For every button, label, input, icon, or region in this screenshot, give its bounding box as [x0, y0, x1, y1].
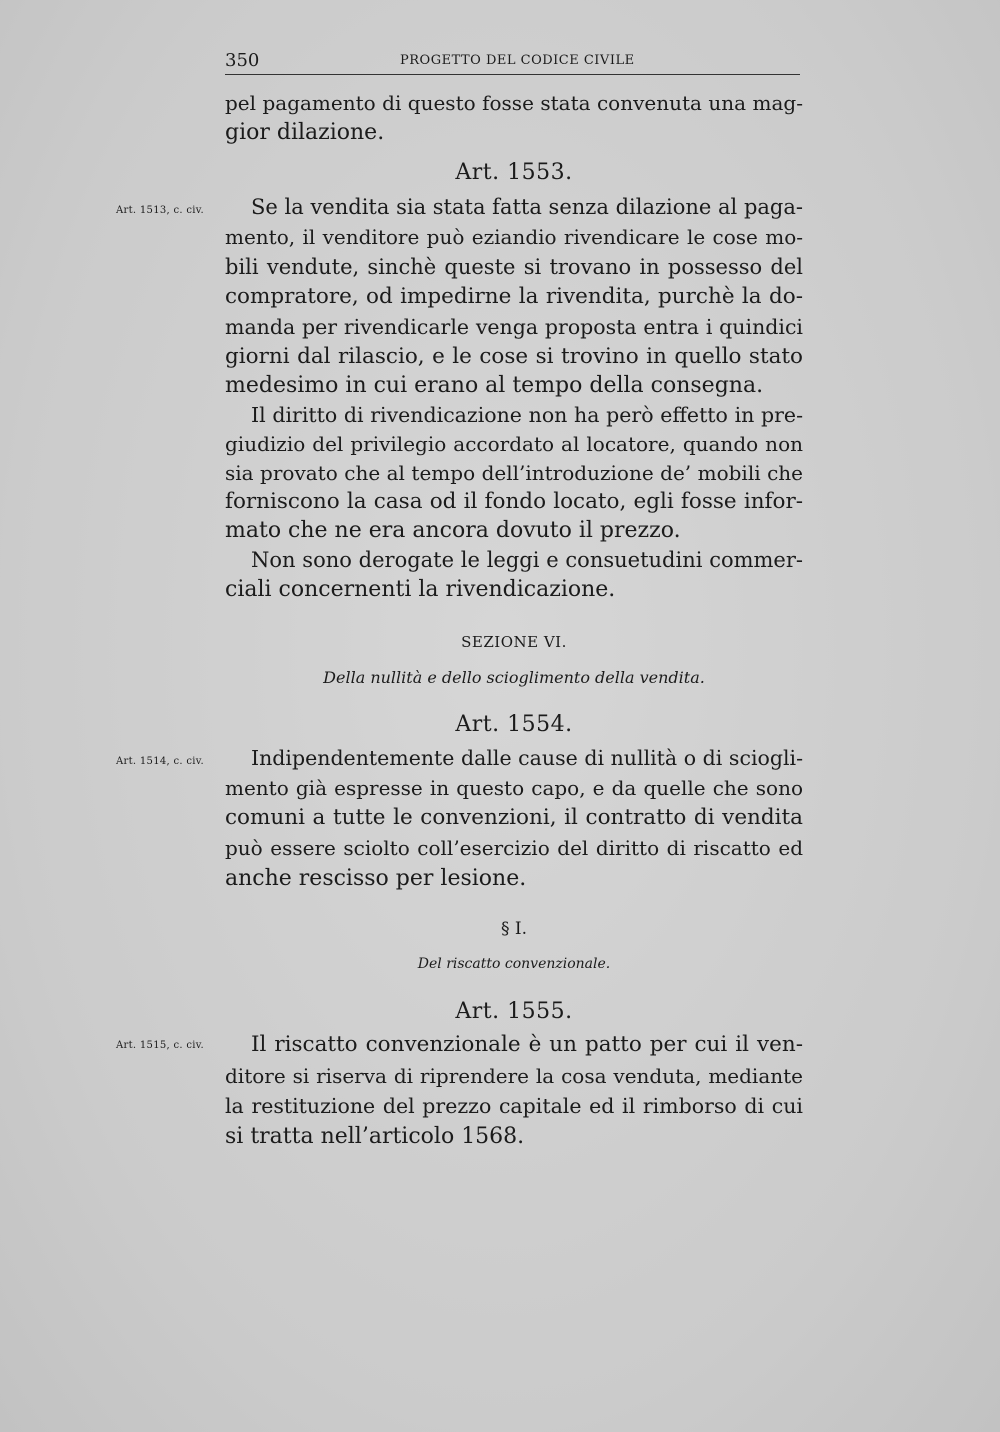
article-heading: Art. 1555. — [455, 999, 573, 1024]
text-line: manda per rivendicarle venga proposta entra i quindici — [225, 315, 803, 339]
text-line: compratore, od impedirne la rivendita, purchè la do- — [225, 284, 803, 309]
text-line: forniscono la casa od il fondo locato, egli fosse infor- — [225, 489, 803, 514]
text-line: giudizio del privilegio accordato al locatore, quando non — [225, 432, 803, 456]
text-line: la restituzione del prezzo capitale ed il rimborso di cui — [225, 1094, 803, 1118]
text-line: può essere sciolto coll’esercizio del diritto di riscatto ed — [225, 836, 803, 860]
text-line: sia provato che al tempo dell’introduzione de’ mobili che — [225, 461, 803, 485]
text-line: Se la vendita sia stata fatta senza dilazione al paga- — [251, 195, 803, 219]
header-rule — [225, 74, 800, 75]
article-heading: Art. 1553. — [455, 160, 573, 185]
text-line: giorni dal rilascio, e le cose si trovino in quello stato — [225, 344, 803, 369]
text-line: mato che ne era ancora dovuto il prezzo. — [225, 518, 681, 543]
text-line: pel pagamento di questo fosse stata convenuta una mag- — [225, 91, 803, 115]
text-line: comuni a tutte le convenzioni, il contratto di vendita — [225, 805, 803, 830]
text-line: mento, il venditore può eziandio rivendicare le cose mo- — [225, 225, 803, 249]
text-line: gior dilazione. — [225, 120, 385, 145]
article-heading: Art. 1554. — [455, 712, 573, 737]
text-line: Il riscatto convenzionale è un patto per cui il ven- — [251, 1032, 803, 1057]
text-line: anche rescisso per lesione. — [225, 866, 527, 891]
text-line: mento già espresse in questo capo, e da quelle che sono — [225, 776, 803, 800]
section-heading: SEZIONE VI. — [461, 633, 567, 651]
text-line: si tratta nell’articolo 1568. — [225, 1124, 525, 1149]
text-line: Il diritto di rivendicazione non ha però effetto in pre- — [251, 403, 803, 427]
margin-note: Art. 1514, c. civ. — [116, 756, 204, 767]
text-line: ciali concernenti la rivendicazione. — [225, 577, 616, 602]
text-line: Indipendentemente dalle cause di nullità o di sciogli- — [251, 746, 803, 770]
text-line: medesimo in cui erano al tempo della consegna. — [225, 373, 764, 398]
paragraph-subtitle: Del riscatto convenzionale. — [417, 956, 611, 972]
text-line: Non sono derogate le leggi e consuetudini commer- — [251, 548, 803, 572]
margin-note: Art. 1515, c. civ. — [116, 1040, 204, 1051]
text-line: bili vendute, sinchè queste si trovano in possesso del — [225, 255, 803, 279]
running-header — [225, 50, 800, 74]
paragraph-heading: § I. — [500, 919, 528, 939]
margin-note: Art. 1513, c. civ. — [116, 205, 204, 216]
text-line: ditore si riserva di riprendere la cosa venduta, mediante — [225, 1064, 803, 1088]
page-number: 350 — [225, 50, 260, 71]
section-subtitle: Della nullità e dello scioglimento della vendita. — [323, 668, 705, 687]
running-title: PROGETTO DEL CODICE CIVILE — [400, 53, 635, 68]
